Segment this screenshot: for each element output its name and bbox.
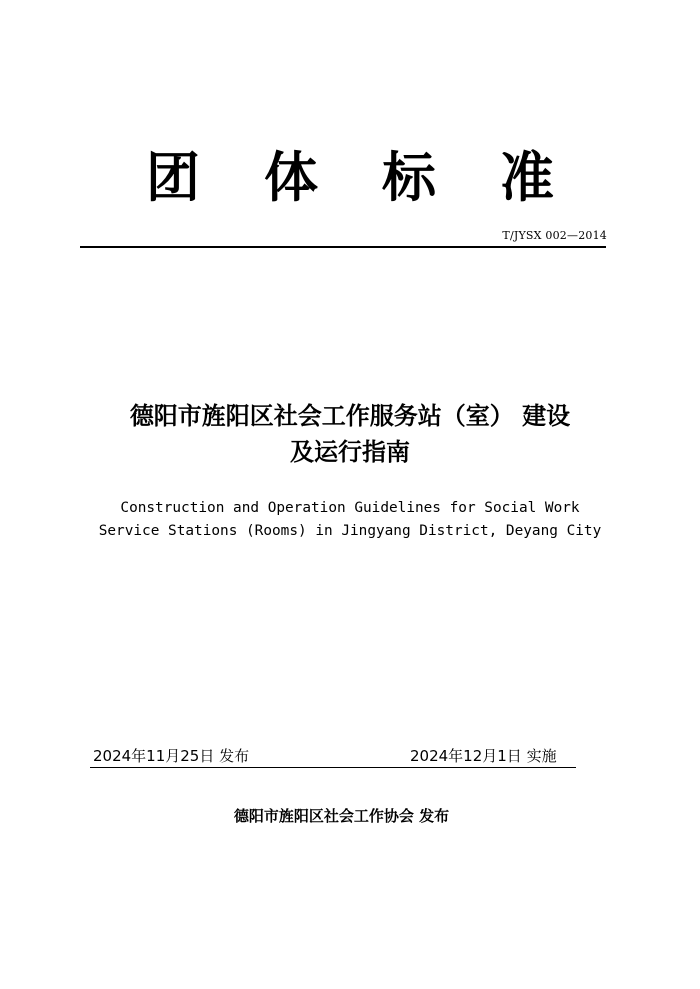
- implementation-date: 2024年12月1日 实施: [410, 747, 557, 765]
- standard-number: T/JYSX 002—2014: [502, 229, 607, 242]
- chinese-title: [60, 398, 640, 470]
- english-title-line-2: Service Stations (Rooms) in Jingyang District, Deyang City: [98, 523, 602, 539]
- chinese-title-line-2: 及运行指南: [290, 438, 410, 466]
- heading-char: 准: [500, 146, 554, 209]
- standard-type-heading: [0, 142, 700, 214]
- chinese-title-line-1: 德阳市旌阳区社会工作服务站（室） 建设: [129, 402, 571, 430]
- english-title: [40, 497, 660, 543]
- heading-char: 体: [264, 146, 318, 209]
- heading-char: 团: [146, 146, 200, 209]
- publisher: 德阳市旌阳区社会工作协会 发布: [233, 807, 450, 825]
- heading-char: 标: [382, 146, 436, 209]
- dates-row: [90, 745, 576, 768]
- issue-date: 2024年11月25日 发布: [93, 747, 250, 765]
- header-divider: [80, 246, 606, 248]
- english-title-line-1: Construction and Operation Guidelines for Social Work: [120, 500, 580, 516]
